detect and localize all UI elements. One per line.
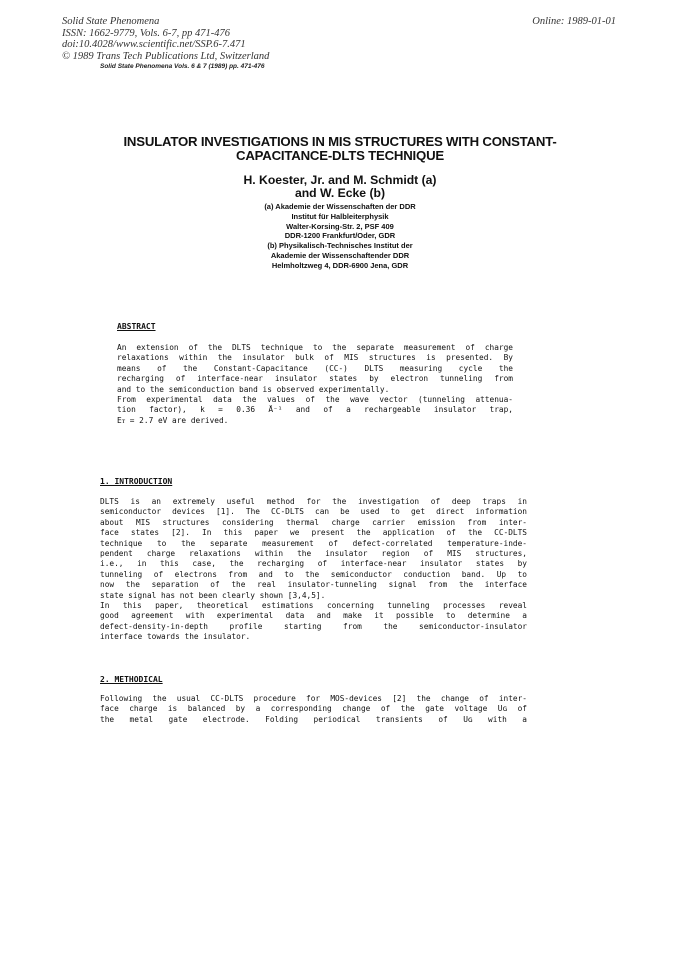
methodical-body <box>100 694 527 725</box>
introduction-line: about MIS structures considering thermal charge carrier emission from inter- <box>100 517 527 527</box>
affiliation-line: Institut für Halbleiterphysik <box>291 211 389 221</box>
abstract-line: Eᴛ = 2.7 eV are derived. <box>117 415 229 425</box>
introduction-line: i.e., in this case, the recharging of interface-near insulator states by <box>100 559 527 569</box>
abstract-line: relaxations within the insulator bulk of MIS structures is presented. By <box>117 353 513 363</box>
methodical-line: the metal gate electrode. Folding periodical transients of Uɢ with a <box>100 714 527 724</box>
introduction-line: technique to the separate measurement of defect-correlated temperature-inde- <box>100 538 527 548</box>
abstract-heading: ABSTRACT <box>117 322 156 331</box>
introduction-line: semiconductor devices [1]. The CC-DLTS can be used to get direct information <box>100 507 527 517</box>
affiliation-line: (b) Physikalisch-Technisches Institut der <box>267 241 413 251</box>
introduction-line: state signal has not been clearly shown [3,4,5]. <box>100 590 326 600</box>
introduction-line: In this paper, theoretical estimations concerning tunneling processes reveal <box>100 601 527 611</box>
title-line: INSULATOR INVESTIGATIONS IN MIS STRUCTURES WITH CONSTANT- <box>123 134 557 149</box>
methodical-heading: 2. METHODICAL <box>100 675 163 684</box>
journal-reference: Solid State Phenomena Vols. 6 & 7 (1989) pp. 471-476 <box>100 63 265 70</box>
paper-title <box>60 135 620 163</box>
introduction-line: good agreement with experimental data and make it possible to determine a <box>100 611 527 621</box>
abstract-line: and to the semiconduction band is observed experimentally. <box>117 384 390 394</box>
meta-line: ISSN: 1662-9779, Vols. 6-7, pp 471-476 <box>62 27 230 39</box>
affiliation-line: Akademie der Wissenschaftender DDR <box>270 250 410 260</box>
affiliations <box>60 202 620 271</box>
affiliation-line: Walter-Korsing-Str. 2, PSF 409 <box>286 221 394 231</box>
abstract-line: tion factor), k = 0.36 Å⁻¹ and of a rechargeable insulator trap, <box>117 405 513 415</box>
title-line: CAPACITANCE-DLTS TECHNIQUE <box>236 148 444 163</box>
affiliation-line: Helmholtzweg 4, DDR-6900 Jena, GDR <box>271 260 409 270</box>
abstract-line: An extension of the DLTS technique to the separate measurement of charge <box>117 343 513 352</box>
authors <box>60 174 620 200</box>
introduction-line: pendent charge relaxations within the insulator region of MIS structures, <box>100 549 527 559</box>
introduction-body <box>100 497 527 643</box>
author-line: H. Koester, Jr. and M. Schmidt (a) <box>243 173 437 187</box>
introduction-line: now the separation of the real insulator-tunneling signal from the interface <box>100 580 527 590</box>
introduction-line: DLTS is an extremely useful method for the investigation of deep traps in <box>100 497 527 506</box>
methodical-line: face charge is balanced by a corresponding change of the gate voltage Uɢ of <box>100 704 527 714</box>
introduction-line: tunneling of electrons from and to the semiconductor conduction band. Up to <box>100 569 527 579</box>
abstract-line: From experimental data the values of the wave vector (tunneling attenua- <box>117 395 513 405</box>
abstract-line: recharging of interface-near insulator states by electron tunneling from <box>117 374 513 384</box>
publication-meta <box>62 16 269 62</box>
introduction-heading: 1. INTRODUCTION <box>100 477 173 486</box>
introduction-line: defect-density-in-depth profile starting from the semiconductor-insulator <box>100 621 527 631</box>
methodical-line: Following the usual CC-DLTS procedure for MOS-devices [2] the change of inter- <box>100 694 527 703</box>
affiliation-line: (a) Akademie der Wissenschaften der DDR <box>264 202 416 211</box>
abstract-line: means of the Constant-Capacitance (CC-) DLTS measuring cycle the <box>117 363 513 373</box>
meta-line: © 1989 Trans Tech Publications Ltd, Switzerland <box>62 50 270 62</box>
meta-line: doi:10.4028/www.scientific.net/SSP.6-7.471 <box>62 39 246 50</box>
meta-line: Solid State Phenomena <box>62 16 160 27</box>
affiliation-line: DDR-1200 Frankfurt/Oder, GDR <box>284 231 396 241</box>
online-date: Online: 1989-01-01 <box>532 16 616 27</box>
introduction-line: interface towards the insulator. <box>100 632 251 642</box>
introduction-line: face states [2]. In this paper we present the application of the CC-DLTS <box>100 528 527 538</box>
author-line: and W. Ecke (b) <box>294 186 386 200</box>
abstract-body <box>117 343 513 426</box>
